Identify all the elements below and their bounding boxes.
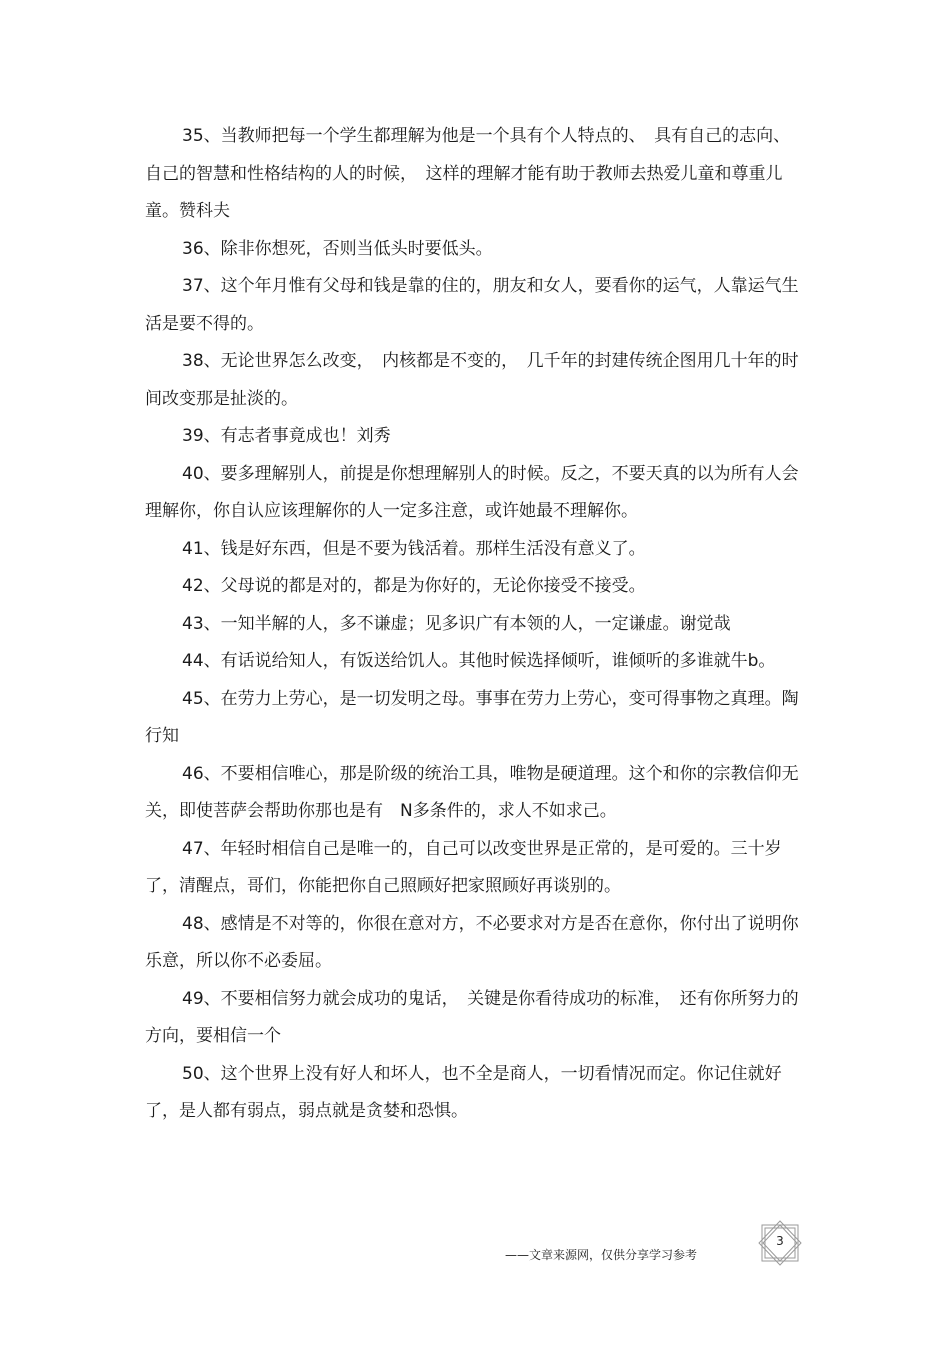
- quote-45: 45、在劳力上劳心，是一切发明之母。事事在劳力上劳心，变可得事物之真理。陶行知: [145, 688, 799, 746]
- footer-source-note: ——文章来源网，仅供分享学习参考: [505, 1248, 698, 1262]
- quote-41: 41、钱是好东西，但是不要为钱活着。那样生活没有意义了。: [182, 538, 646, 559]
- quote-42: 42、父母说的都是对的，都是为你好的，无论你接受不接受。: [182, 576, 646, 596]
- quote-49: 49、不要相信努力就会成功的鬼话， 关键是你看待成功的标准， 还有你所努力的方向，要相信一个: [145, 988, 799, 1046]
- quote-44: 44、有话说给知人，有饭送给饥人。其他时候选择倾听，谁倾听的多谁就牛b。: [182, 651, 776, 671]
- quote-43: 43、一知半解的人，多不谦虚；见多识广有本领的人，一定谦虚。谢觉哉: [182, 613, 731, 634]
- quote-46: 46、不要相信唯心，那是阶级的统治工具，唯物是硬道理。这个和你的宗教信仰无关，即使菩萨会帮助你那也是有 N多条件的，求人不如求己。: [145, 763, 799, 821]
- quote-50: 50、这个世界上没有好人和坏人，也不全是商人，一切看情况而定。你记住就好了，是人都有弱点，弱点就是贪婪和恐惧。: [145, 1063, 782, 1121]
- quote-list: [145, 118, 805, 1131]
- quote-38: 38、无论世界怎么改变， 内核都是不变的， 几千年的封建传统企图用几十年的时间改变那是扯淡的。: [145, 351, 799, 409]
- quote-47: 47、年轻时相信自己是唯一的，自己可以改变世界是正常的，是可爱的。三十岁了，清醒点，哥们，你能把你自己照顾好把家照顾好再谈别的。: [145, 838, 782, 896]
- quote-48: 48、感情是不对等的，你很在意对方，不必要求对方是否在意你，你付出了说明你乐意，所以你不必委屈。: [145, 913, 799, 971]
- page-number-badge: [756, 1220, 804, 1266]
- quote-37: 37、这个年月惟有父母和钱是靠的住的，朋友和女人，要看你的运气，人靠运气生活是要不得的。: [145, 276, 799, 334]
- quote-40: 40、要多理解别人，前提是你想理解别人的时候。反之，不要天真的以为所有人会理解你，你自认应该理解你的人一定多注意，或许她最不理解你。: [145, 463, 799, 521]
- quote-39: 39、有志者事竟成也！刘秀: [182, 426, 391, 446]
- quote-36: 36、除非你想死，否则当低头时要低头。: [182, 238, 493, 259]
- page-number: 3: [776, 1234, 784, 1248]
- quote-35: 35、当教师把每一个学生都理解为他是一个具有个人特点的、 具有自己的志向、自己的智慧和性格结构的人的时候， 这样的理解才能有助于教师去热爱儿童和尊重儿童。赞科夫: [145, 126, 791, 221]
